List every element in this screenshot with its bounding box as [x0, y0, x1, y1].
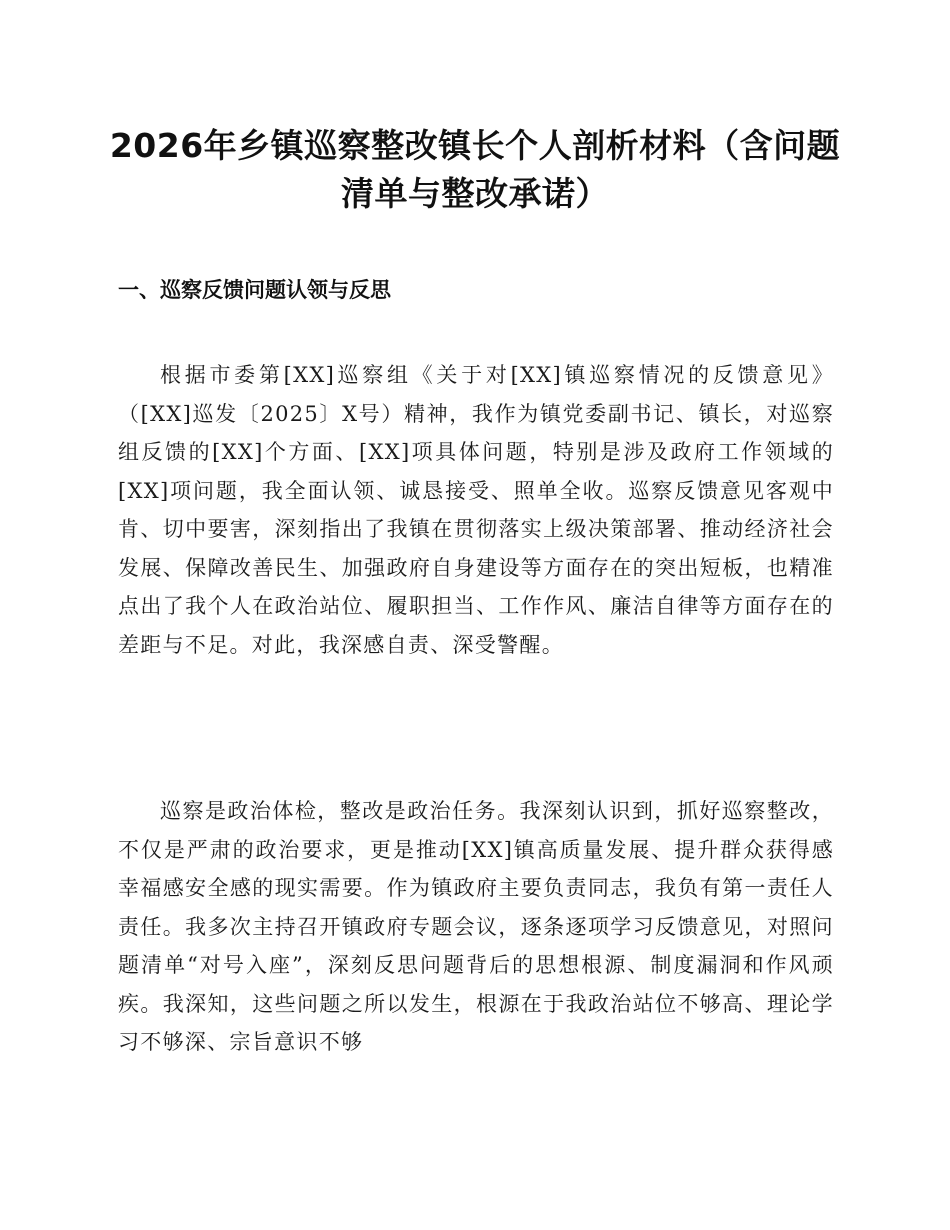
body-paragraph: 根据市委第[XX]巡察组《关于对[XX]镇巡察情况的反馈意见》（[XX]巡发〔2025〕X号）精神，我作为镇党委副书记、镇长，对巡察组反馈的[XX]个方面、[XX]项具体问题，特别是涉及政府工作领域的[XX]项问题，我全面认领、诚恳接受、照单全收。巡察反馈意见客观中肯、切中要害，深刻指出了我镇在贯彻落实上级决策部署、推动经济社会发展、保障改善民生、加强政府自身建设等方面存在的突出短板，也精准点出了我个人在政治站位、履职担当、工作作风、廉洁自律等方面存在的差距与不足。对此，我深感自责、深受警醒。 — [118, 363, 834, 657]
section-heading: 一、巡察反馈问题认领与反思 — [118, 278, 391, 302]
document-title: 2026年乡镇巡察整改镇长个人剖析材料（含问题清单与整改承诺） — [109, 126, 841, 213]
body-paragraph: 巡察是政治体检，整改是政治任务。我深刻认识到，抓好巡察整改，不仅是严肃的政治要求，更是推动[XX]镇高质量发展、提升群众获得感幸福感安全感的现实需要。作为镇政府主要负责同志，我负有第一责任人责任。我多次主持召开镇政府专题会议，逐条逐项学习反馈意见，对照问题清单“对号入座”，深刻反思问题背后的思想根源、制度漏洞和作风顽疾。我深知，这些问题之所以发生，根源在于我政治站位不够高、理论学习不够深、宗旨意识不够 — [118, 799, 834, 1054]
